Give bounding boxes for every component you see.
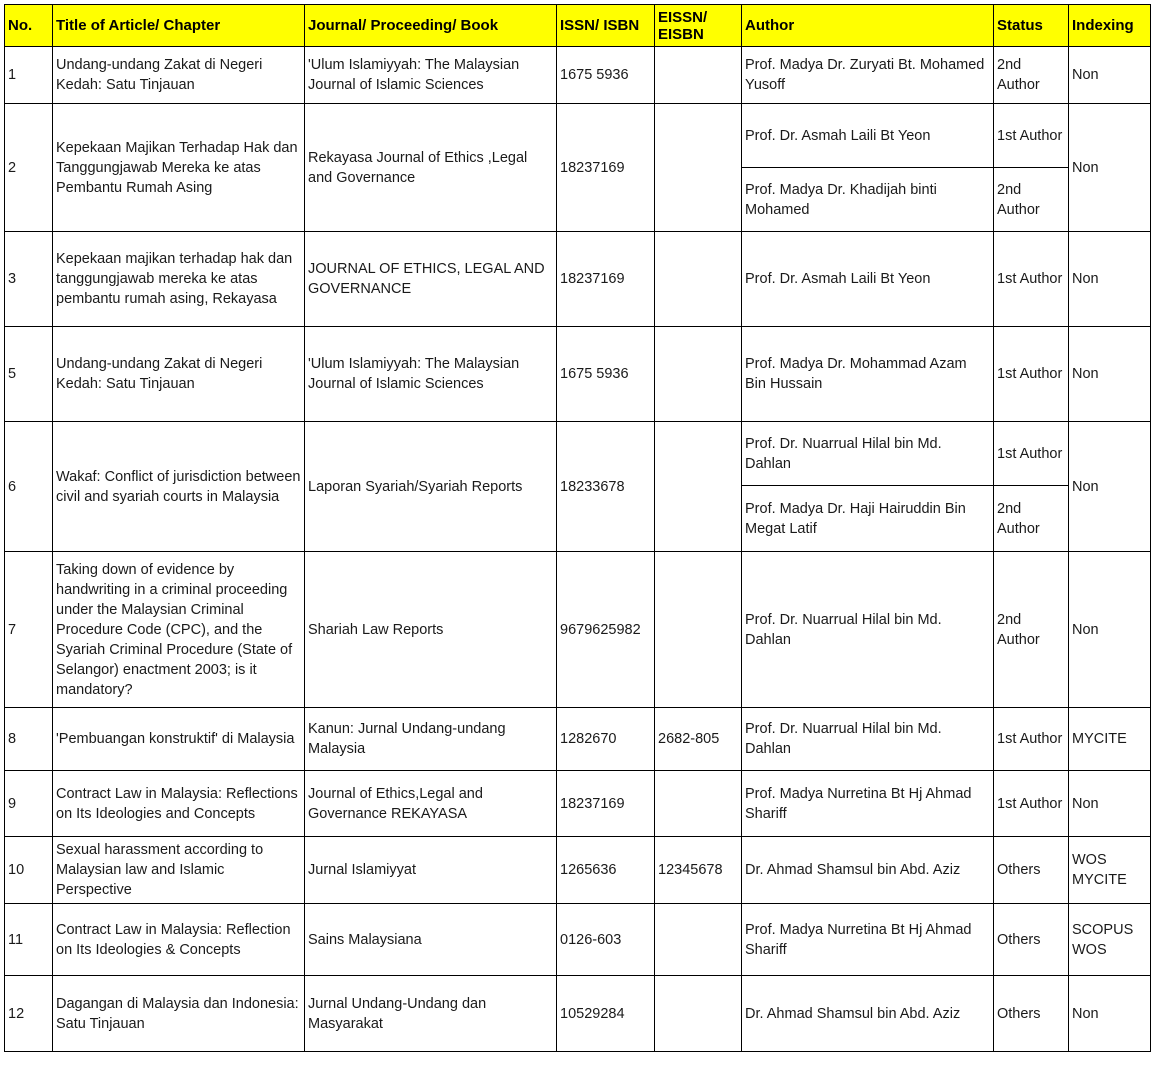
cell-journal: 'Ulum Islamiyyah: The Malaysian Journal of Islamic Sciences <box>305 47 557 104</box>
cell-eissn <box>655 552 742 708</box>
cell-indexing: Non <box>1069 552 1151 708</box>
cell-no: 3 <box>5 232 53 327</box>
cell-status: Others <box>994 976 1069 1052</box>
header-eissn: EISSN/ EISBN <box>655 5 742 47</box>
cell-status: 2nd Author <box>994 47 1069 104</box>
cell-author: Prof. Dr. Asmah Laili Bt Yeon <box>742 232 994 327</box>
header-title: Title of Article/ Chapter <box>53 5 305 47</box>
cell-no: 8 <box>5 708 53 771</box>
cell-title: Contract Law in Malaysia: Reflections on Its Ideologies and Concepts <box>53 771 305 837</box>
table-row <box>5 232 1151 327</box>
cell-journal: Rekayasa Journal of Ethics ,Legal and Governance <box>305 104 557 232</box>
cell-journal: JOURNAL OF ETHICS, LEGAL AND GOVERNANCE <box>305 232 557 327</box>
cell-eissn <box>655 104 742 232</box>
cell-issn: 1675 5936 <box>557 327 655 422</box>
cell-status: 1st Author <box>994 327 1069 422</box>
cell-indexing: Non <box>1069 327 1151 422</box>
cell-indexing: SCOPUS WOS <box>1069 904 1151 976</box>
cell-author: Prof. Madya Dr. Haji Hairuddin Bin Megat Latif <box>742 486 994 552</box>
cell-author: Prof. Dr. Nuarrual Hilal bin Md. Dahlan <box>742 422 994 486</box>
cell-journal: Jurnal Undang-Undang dan Masyarakat <box>305 976 557 1052</box>
table-row <box>5 976 1151 1052</box>
cell-author: Prof. Madya Nurretina Bt Hj Ahmad Shariff <box>742 904 994 976</box>
cell-author: Prof. Dr. Asmah Laili Bt Yeon <box>742 104 994 168</box>
cell-title: Sexual harassment according to Malaysian law and Islamic Perspective <box>53 837 305 904</box>
cell-issn: 10529284 <box>557 976 655 1052</box>
cell-title: Contract Law in Malaysia: Reflection on Its Ideologies & Concepts <box>53 904 305 976</box>
cell-status: 2nd Author <box>994 552 1069 708</box>
cell-title: Taking down of evidence by handwriting in a criminal proceeding under the Malaysian Criminal Procedure Code (CPC), and the Syariah Criminal Procedure (State of Selangor) enactment 2003; is it mandatory? <box>53 552 305 708</box>
cell-eissn <box>655 976 742 1052</box>
cell-title: Kepekaan Majikan Terhadap Hak dan Tanggungjawab Mereka ke atas Pembantu Rumah Asing <box>53 104 305 232</box>
table-row <box>5 771 1151 837</box>
cell-status: 1st Author <box>994 708 1069 771</box>
cell-eissn <box>655 904 742 976</box>
cell-journal: Journal of Ethics,Legal and Governance REKAYASA <box>305 771 557 837</box>
header-no: No. <box>5 5 53 47</box>
cell-no: 12 <box>5 976 53 1052</box>
cell-title: Undang-undang Zakat di Negeri Kedah: Satu Tinjauan <box>53 47 305 104</box>
cell-no: 11 <box>5 904 53 976</box>
cell-journal: Sains Malaysiana <box>305 904 557 976</box>
cell-no: 10 <box>5 837 53 904</box>
cell-eissn <box>655 327 742 422</box>
cell-no: 7 <box>5 552 53 708</box>
cell-title: Wakaf: Conflict of jurisdiction between civil and syariah courts in Malaysia <box>53 422 305 552</box>
table-row <box>5 904 1151 976</box>
cell-status: Others <box>994 837 1069 904</box>
cell-issn: 0126-603 <box>557 904 655 976</box>
header-row <box>5 5 1151 47</box>
cell-eissn <box>655 422 742 552</box>
cell-indexing: Non <box>1069 771 1151 837</box>
header-author: Author <box>742 5 994 47</box>
cell-eissn <box>655 232 742 327</box>
header-issn: ISSN/ ISBN <box>557 5 655 47</box>
cell-indexing: MYCITE <box>1069 708 1151 771</box>
header-indexing: Indexing <box>1069 5 1151 47</box>
table-row <box>5 837 1151 904</box>
cell-journal: Shariah Law Reports <box>305 552 557 708</box>
cell-issn: 9679625982 <box>557 552 655 708</box>
cell-author: Dr. Ahmad Shamsul bin Abd. Aziz <box>742 976 994 1052</box>
cell-indexing: Non <box>1069 422 1151 552</box>
cell-no: 9 <box>5 771 53 837</box>
table-row <box>5 104 1151 168</box>
cell-indexing: Non <box>1069 976 1151 1052</box>
cell-eissn <box>655 47 742 104</box>
cell-issn: 1265636 <box>557 837 655 904</box>
cell-author: Prof. Dr. Nuarrual Hilal bin Md. Dahlan <box>742 552 994 708</box>
cell-title: Undang-undang Zakat di Negeri Kedah: Satu Tinjauan <box>53 327 305 422</box>
table-row <box>5 47 1151 104</box>
cell-eissn <box>655 771 742 837</box>
cell-issn: 18233678 <box>557 422 655 552</box>
cell-status: Others <box>994 904 1069 976</box>
cell-journal: Jurnal Islamiyyat <box>305 837 557 904</box>
table-row <box>5 552 1151 708</box>
cell-journal: Laporan Syariah/Syariah Reports <box>305 422 557 552</box>
cell-status: 2nd Author <box>994 168 1069 232</box>
publications-table <box>4 4 1151 1052</box>
cell-title: 'Pembuangan konstruktif' di Malaysia <box>53 708 305 771</box>
cell-status: 1st Author <box>994 232 1069 327</box>
header-status: Status <box>994 5 1069 47</box>
cell-journal: 'Ulum Islamiyyah: The Malaysian Journal of Islamic Sciences <box>305 327 557 422</box>
cell-issn: 1282670 <box>557 708 655 771</box>
cell-no: 5 <box>5 327 53 422</box>
table-row <box>5 422 1151 486</box>
cell-eissn: 12345678 <box>655 837 742 904</box>
cell-title: Kepekaan majikan terhadap hak dan tanggungjawab mereka ke atas pembantu rumah asing, Rekayasa <box>53 232 305 327</box>
header-journal: Journal/ Proceeding/ Book <box>305 5 557 47</box>
cell-issn: 18237169 <box>557 771 655 837</box>
cell-title: Dagangan di Malaysia dan Indonesia: Satu Tinjauan <box>53 976 305 1052</box>
cell-eissn: 2682-805 <box>655 708 742 771</box>
cell-status: 1st Author <box>994 104 1069 168</box>
cell-issn: 1675 5936 <box>557 47 655 104</box>
table-row <box>5 327 1151 422</box>
cell-indexing: WOS MYCITE <box>1069 837 1151 904</box>
cell-author: Prof. Madya Dr. Mohammad Azam Bin Hussain <box>742 327 994 422</box>
cell-status: 1st Author <box>994 422 1069 486</box>
cell-status: 1st Author <box>994 771 1069 837</box>
cell-author: Dr. Ahmad Shamsul bin Abd. Aziz <box>742 837 994 904</box>
cell-indexing: Non <box>1069 232 1151 327</box>
cell-no: 6 <box>5 422 53 552</box>
cell-status: 2nd Author <box>994 486 1069 552</box>
cell-author: Prof. Dr. Nuarrual Hilal bin Md. Dahlan <box>742 708 994 771</box>
cell-issn: 18237169 <box>557 232 655 327</box>
table-body <box>5 47 1151 1052</box>
cell-journal: Kanun: Jurnal Undang-undang Malaysia <box>305 708 557 771</box>
cell-author: Prof. Madya Nurretina Bt Hj Ahmad Shariff <box>742 771 994 837</box>
cell-issn: 18237169 <box>557 104 655 232</box>
cell-no: 2 <box>5 104 53 232</box>
cell-indexing: Non <box>1069 47 1151 104</box>
cell-indexing: Non <box>1069 104 1151 232</box>
cell-no: 1 <box>5 47 53 104</box>
table-row <box>5 708 1151 771</box>
cell-author: Prof. Madya Dr. Zuryati Bt. Mohamed Yusoff <box>742 47 994 104</box>
cell-author: Prof. Madya Dr. Khadijah binti Mohamed <box>742 168 994 232</box>
